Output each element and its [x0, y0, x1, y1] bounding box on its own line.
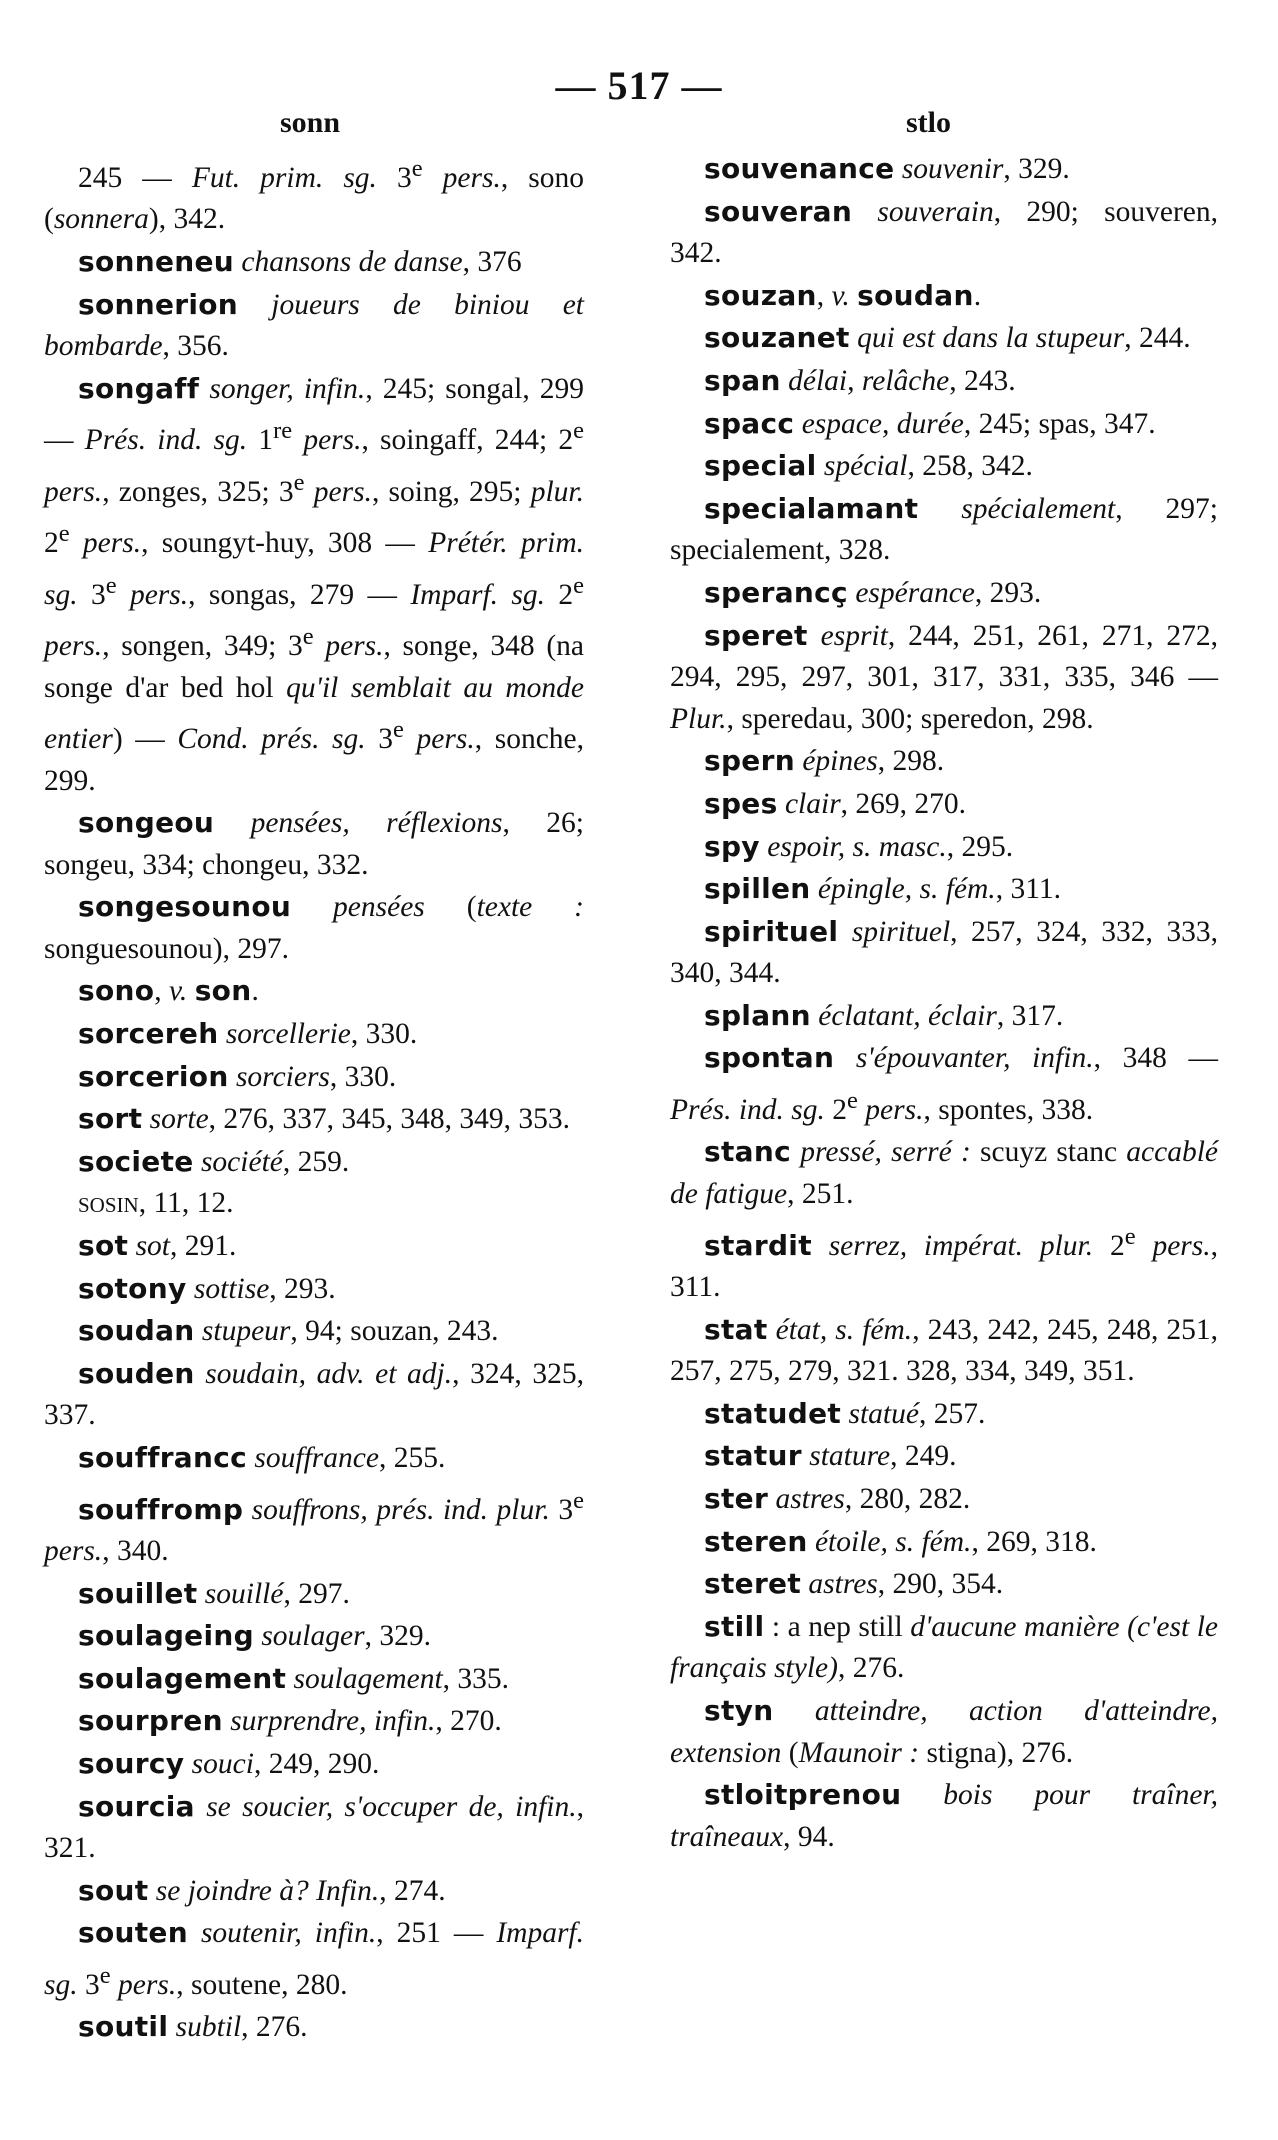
dictionary-entry: souzan, v. soudan. — [704, 278, 982, 312]
dictionary-entry: souvenance souvenir, 329. — [704, 152, 1070, 185]
dictionary-entry: sorcerion sorciers, 330. — [78, 1059, 397, 1093]
dictionary-entry: sperancç espérance, 293. — [704, 575, 1042, 609]
dictionary-entry: sonnerion joueurs de biniou et bombarde, 356. — [44, 287, 584, 363]
dictionary-entry: souffromp souffrons, prés. ind. plur. 3e pers., 340. — [44, 1486, 584, 1568]
dictionary-entry: souillet souillé, 297. — [78, 1576, 350, 1610]
dictionary-entry: sotony sottise, 293. — [78, 1271, 336, 1305]
dictionary-entry: stardit serrez, impérat. plur. 2e pers., 311. — [670, 1222, 1218, 1304]
dictionary-entry: societe société, 259. — [78, 1144, 350, 1178]
right-column — [670, 148, 1218, 1858]
dictionary-entry: spacc espace, durée, 245; spas, 347. — [704, 406, 1156, 440]
dictionary-entry: steren étoile, s. fém., 269, 318. — [704, 1524, 1097, 1558]
dictionary-entry: speret esprit, 244, 251, 261, 271, 272, 294, 295, 297, 301, 317, 331, 335, 346 — Plur., speredau, 300; speredon, 298. — [670, 618, 1219, 735]
dictionary-entry: stanc pressé, serré : scuyz stanc accablé de fatigue, 251. — [670, 1135, 1219, 1211]
dictionary-entry: sourpren surprendre, infin., 270. — [78, 1704, 502, 1738]
dictionary-entry: sosin, 11, 12. — [78, 1187, 234, 1220]
dictionary-entry: souden soudain, adv. et adj., 324, 325, 337. — [44, 1356, 585, 1432]
dictionary-entry: statudet statué, 257. — [704, 1396, 986, 1430]
dictionary-entry: spy espoir, s. masc., 295. — [704, 829, 1014, 863]
dictionary-entry: span délai, relâche, 243. — [704, 363, 1016, 397]
dictionary-entry: specialamant spécialement, 297; specialement, 328. — [670, 491, 1219, 567]
dictionary-entry: splann éclatant, éclair, 317. — [704, 998, 1064, 1032]
dictionary-entry: steret astres, 290, 354. — [704, 1567, 1004, 1601]
dictionary-entry: sorcereh sorcellerie, 330. — [78, 1017, 418, 1051]
page-number: — 517 — — [555, 63, 723, 108]
dictionary-entry: songeou pensées, réflexions, 26; songeu, 334; chongeu, 332. — [44, 806, 584, 881]
dictionary-entry: still : a nep still d'aucune manière (c'est le français style), 276. — [670, 1609, 1219, 1685]
dictionary-entry: ster astres, 280, 282. — [704, 1482, 971, 1516]
dictionary-entry: soudan stupeur, 94; souzan, 243. — [78, 1314, 499, 1348]
left-column — [44, 148, 584, 2049]
running-head-left: sonn — [280, 106, 341, 139]
dictionary-entry: spontan s'épouvanter, infin., 348 — Prés. ind. sg. 2e pers., spontes, 338. — [670, 1041, 1218, 1126]
dictionary-entry: spern épines, 298. — [704, 744, 945, 778]
dictionary-entry: souffrancc souffrance, 255. — [78, 1441, 446, 1475]
dictionary-entry: sort sorte, 276, 337, 345, 348, 349, 353. — [78, 1102, 571, 1136]
dictionary-entry: songaff songer, infin., 245; songal, 299 — Prés. ind. sg. 1re pers., soingaff, 244; 2e pers., zonges, 325; 3e pers., soing, 295; plur. 2e pers., soungyt-huy, 308 — Prétér. prim. sg. 3e pers., songas, 279 — Imparf. sg. 2e pers., songen, 349; 3e pers., songe, 348 (na songe d'ar bed hol qu'il semblait au monde entier) — Cond. prés. sg. 3e pers., sonche, 299. — [44, 371, 585, 797]
dictionary-entry: sourcy souci, 249, 290. — [78, 1747, 380, 1780]
dictionary-entry: 245 — Fut. prim. sg. 3e pers., sono (sonnera), 342. — [44, 155, 584, 236]
dictionary-entry: spes clair, 269, 270. — [704, 786, 967, 820]
dictionary-entry: souzanet qui est dans la stupeur, 244. — [704, 321, 1191, 355]
running-head-right: stlo — [906, 106, 951, 139]
dictionary-entry: sourcia se soucier, s'occuper de, infin., 321. — [44, 1789, 584, 1865]
dictionary-entry: soutil subtil, 276. — [78, 2010, 308, 2044]
dictionary-entry: styn atteindre, action d'atteindre, extension (Maunoir : stigna), 276. — [670, 1694, 1219, 1769]
dictionary-entry: statur stature, 249. — [704, 1439, 957, 1473]
dictionary-entry: songesounou pensées (texte : songuesounou), 297. — [44, 890, 584, 965]
dictionary-entry: soulageing soulager, 329. — [78, 1619, 431, 1653]
dictionary-entry: stloitprenou bois pour traîner, traîneaux, 94. — [670, 1778, 1218, 1853]
dictionary-entry: sonneneu chansons de danse, 376 — [78, 245, 522, 279]
dictionary-entry: sono, v. son. — [78, 974, 259, 1008]
dictionary-entry: soulagement soulagement, 335. — [78, 1661, 510, 1695]
dictionary-entry: special spécial, 258, 342. — [704, 449, 1033, 483]
dictionary-entry: sot sot, 291. — [78, 1229, 237, 1263]
dictionary-entry: souveran souverain, 290; souveren, 342. — [670, 194, 1218, 270]
dictionary-entry: stat état, s. fém., 243, 242, 245, 248, 251, 257, 275, 279, 321. 328, 334, 349, 351. — [670, 1312, 1219, 1388]
dictionary-entry: souten soutenir, infin., 251 — Imparf. sg. 3e pers., soutene, 280. — [44, 1916, 585, 2001]
dictionary-entry: spirituel spirituel, 257, 324, 332, 333, 340, 344. — [670, 914, 1219, 990]
dictionary-entry: sout se joindre à? Infin., 274. — [78, 1873, 446, 1907]
dictionary-entry: spillen épingle, s. fém., 311. — [704, 872, 1061, 906]
